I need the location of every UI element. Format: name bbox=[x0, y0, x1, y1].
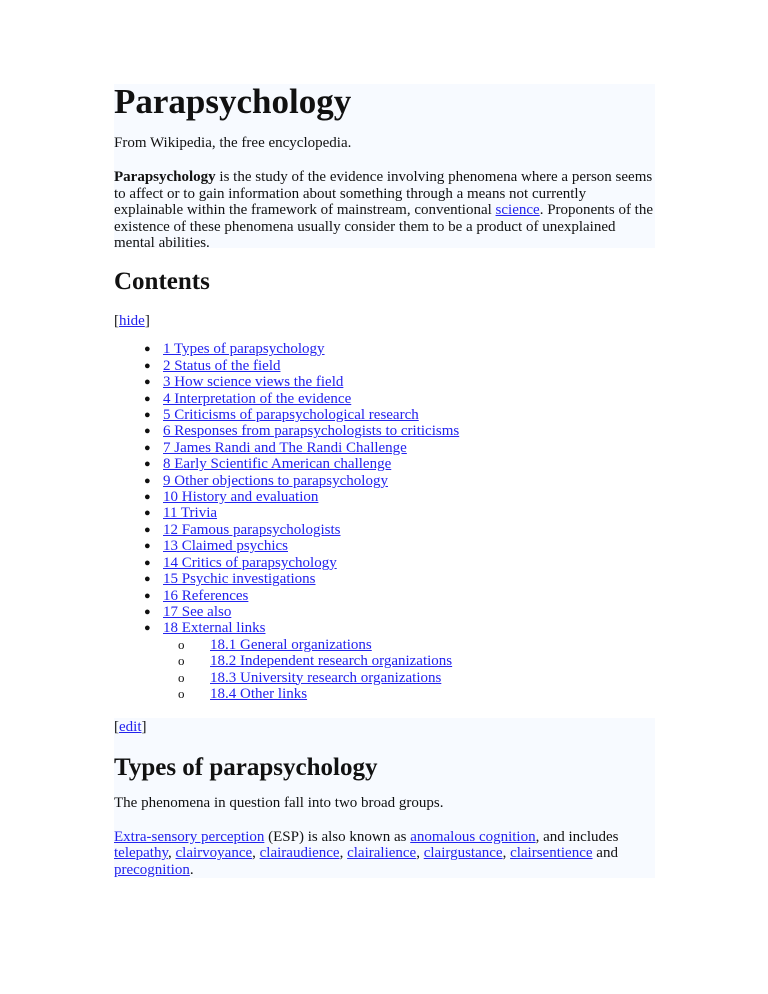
clairgustance-link[interactable]: clairgustance bbox=[423, 845, 503, 862]
bullet-icon: ● bbox=[144, 523, 151, 536]
toc-link[interactable]: 12 Famous parapsychologists bbox=[163, 521, 341, 538]
toc-item bbox=[114, 604, 655, 620]
toc-link[interactable]: 9 Other objections to parapsychology bbox=[163, 472, 388, 489]
toc-link[interactable]: 4 Interpretation of the evidence bbox=[163, 390, 352, 407]
bullet-icon: ● bbox=[144, 458, 151, 471]
bullet-icon: ● bbox=[144, 589, 151, 602]
toc-link[interactable]: 5 Criticisms of parapsychological research bbox=[163, 407, 419, 424]
bullet-icon: ● bbox=[144, 359, 151, 372]
bullet-icon: ● bbox=[144, 409, 151, 422]
circle-bullet-icon: o bbox=[178, 653, 185, 669]
contents-block bbox=[114, 267, 655, 702]
intro-paragraph bbox=[114, 169, 655, 251]
toc-link[interactable]: 10 History and evaluation bbox=[163, 489, 319, 506]
edit-section: [edit] bbox=[114, 719, 147, 735]
clairsentience-link[interactable]: clairsentience bbox=[510, 845, 593, 862]
toc-item bbox=[114, 505, 655, 521]
bullet-icon: ● bbox=[144, 343, 151, 356]
bullet-icon: ● bbox=[144, 376, 151, 389]
intro-bold: Parapsychology bbox=[114, 169, 216, 186]
toc-link[interactable]: 11 Trivia bbox=[163, 505, 218, 522]
circle-bullet-icon: o bbox=[178, 669, 185, 685]
toc-link[interactable]: 1 Types of parapsychology bbox=[163, 341, 325, 358]
toc-subitem bbox=[114, 653, 655, 669]
science-link[interactable]: science bbox=[495, 202, 540, 219]
hide-toggle: [hide] bbox=[114, 313, 150, 329]
precognition-link[interactable]: precognition bbox=[114, 861, 190, 878]
hide-link[interactable]: hide bbox=[119, 313, 145, 329]
toc-item bbox=[114, 374, 655, 390]
section-heading: Types of parapsychology bbox=[114, 754, 378, 782]
toc-link[interactable]: 8 Early Scientific American challenge bbox=[163, 456, 392, 473]
toc-item bbox=[114, 473, 655, 489]
types-section bbox=[114, 718, 655, 878]
toc-link[interactable]: 6 Responses from parapsychologists to criticisms bbox=[163, 423, 460, 440]
page-title: Parapsychology bbox=[114, 82, 352, 121]
toc-item bbox=[114, 571, 655, 587]
bullet-icon: ● bbox=[144, 441, 151, 454]
bullet-icon: ● bbox=[144, 392, 151, 405]
toc-subitem bbox=[114, 637, 655, 653]
toc-item bbox=[114, 391, 655, 407]
bullet-icon: ● bbox=[144, 573, 151, 586]
toc-link[interactable]: 18 External links bbox=[163, 620, 266, 637]
esp-link[interactable]: Extra-sensory perception bbox=[114, 828, 265, 845]
bullet-icon: ● bbox=[144, 507, 151, 520]
bullet-icon: ● bbox=[144, 474, 151, 487]
toc-sublink[interactable]: 18.4 Other links bbox=[210, 685, 308, 702]
circle-bullet-icon: o bbox=[178, 636, 185, 652]
toc-item bbox=[114, 555, 655, 571]
toc-link[interactable]: 2 Status of the field bbox=[163, 357, 281, 374]
bullet-icon: ● bbox=[144, 540, 151, 553]
toc-link[interactable]: 16 References bbox=[163, 587, 249, 604]
toc-sublink[interactable]: 18.3 University research organizations bbox=[210, 669, 442, 686]
telepathy-link[interactable]: telepathy bbox=[114, 845, 169, 862]
toc-link[interactable]: 7 James Randi and The Randi Challenge bbox=[163, 439, 407, 456]
intro-text: is the study of the evidence involving phenomena where a person seems to affect or to gain information about something through a means not currently explainable within the framework of mainstream, conventional bbox=[114, 169, 653, 219]
toc-item bbox=[114, 407, 655, 423]
toc-item bbox=[114, 440, 655, 456]
clairaudience-link[interactable]: clairaudience bbox=[259, 845, 340, 862]
toc-item bbox=[114, 423, 655, 439]
bullet-icon: ● bbox=[144, 491, 151, 504]
toc-list bbox=[114, 341, 655, 702]
edit-link[interactable]: edit bbox=[119, 719, 142, 735]
bullet-icon: ● bbox=[144, 556, 151, 569]
toc-link[interactable]: 14 Critics of parapsychology bbox=[163, 554, 337, 571]
clairvoyance-link[interactable]: clairvoyance bbox=[175, 845, 253, 862]
intro-block bbox=[114, 82, 655, 252]
toc-link[interactable]: 3 How science views the field bbox=[163, 374, 344, 391]
toc-item bbox=[114, 456, 655, 472]
bullet-icon: ● bbox=[144, 605, 151, 618]
contents-heading: Contents bbox=[114, 268, 210, 295]
toc-sublink[interactable]: 18.1 General organizations bbox=[210, 636, 372, 653]
toc-link[interactable]: 15 Psychic investigations bbox=[163, 571, 316, 588]
toc-item bbox=[114, 341, 655, 357]
toc-item bbox=[114, 489, 655, 505]
toc-link[interactable]: 17 See also bbox=[163, 603, 232, 620]
toc-item bbox=[114, 538, 655, 554]
toc-item bbox=[114, 588, 655, 604]
circle-bullet-icon: o bbox=[178, 685, 185, 701]
toc-item bbox=[114, 358, 655, 374]
bullet-icon: ● bbox=[144, 425, 151, 438]
toc-sublink[interactable]: 18.2 Independent research organizations bbox=[210, 653, 453, 670]
toc-link[interactable]: 13 Claimed psychics bbox=[163, 538, 288, 555]
toc-subitem bbox=[114, 686, 655, 702]
bullet-icon: ● bbox=[144, 622, 151, 635]
toc-item bbox=[114, 620, 655, 636]
toc-subitem bbox=[114, 670, 655, 686]
clairalience-link[interactable]: clairalience bbox=[347, 845, 417, 862]
section-paragraph: The phenomena in question fall into two broad groups. bbox=[114, 795, 444, 812]
esp-paragraph: Extra-sensory perception (ESP) is also known as anomalous cognition, and includes telepathy, clairvoyance, clairaudience, clairalience, clairgustance, clairsentience and precognition. bbox=[114, 828, 619, 878]
toc-item bbox=[114, 522, 655, 538]
intro-text-2: . Proponents of the existence of these phenomena usually consider them to be a product of unexplained mental abilities. bbox=[114, 202, 654, 252]
subtitle: From Wikipedia, the free encyclopedia. bbox=[114, 135, 352, 151]
anomalous-cognition-link[interactable]: anomalous cognition bbox=[410, 828, 536, 845]
